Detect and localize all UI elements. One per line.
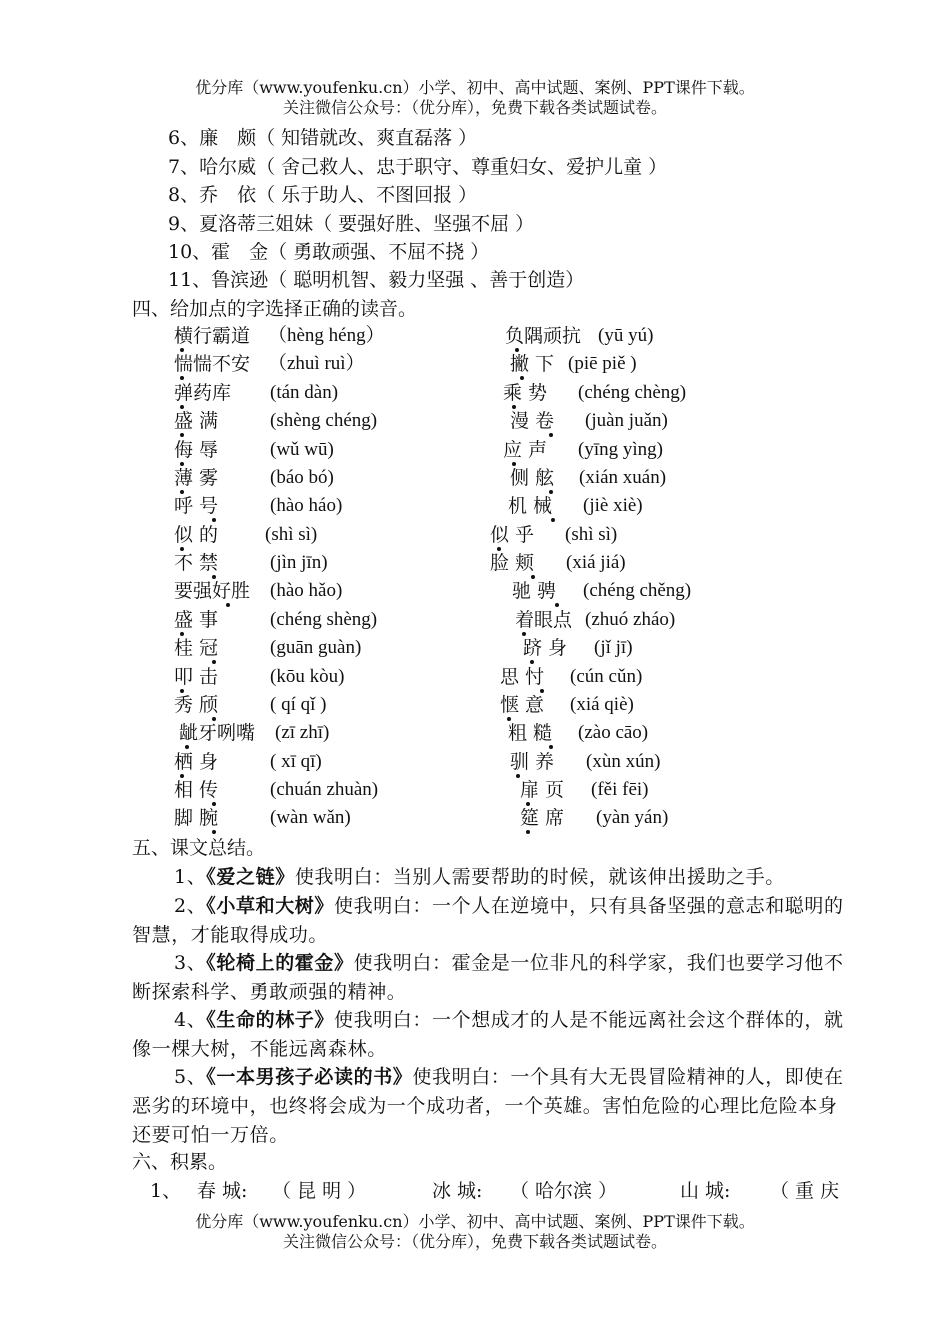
emphasis-dot (515, 348, 519, 352)
character-item: 8、乔 依（ 乐于助人、不图回报 ） (168, 184, 478, 206)
emphasis-dot (180, 462, 184, 466)
pron-word-right: 负隅顽抗 (505, 325, 582, 347)
emphasis-dot (185, 745, 189, 749)
accumulation-num: 1、 (150, 1180, 182, 1202)
pron-word-right: 机 械 (508, 495, 553, 517)
pron-pinyin-right: (xiá qiè) (570, 694, 634, 715)
summary-item (132, 1063, 852, 1150)
pron-word-left: 横行霸道 (174, 325, 251, 347)
emphasis-dot (180, 774, 184, 778)
pron-word-right: 扉 页 (520, 779, 565, 801)
pron-pinyin-left: (shì sì) (265, 524, 318, 545)
pron-pinyin-right: (piē piě ) (568, 353, 637, 374)
pron-pinyin-right: (xiá jiá) (566, 552, 626, 573)
summary-num: 5、 (174, 1066, 207, 1088)
pron-word-right: 侧 舷 (510, 467, 555, 489)
character-item: 11、鲁滨逊（ 聪明机智、毅力坚强 、善于创造） (168, 269, 585, 291)
pron-pinyin-left: (kōu kòu) (270, 666, 345, 687)
pron-word-left: 不 禁 (174, 552, 219, 574)
emphasis-dot (530, 660, 534, 664)
summary-text: 使我明白：一个人在逆境中，只有具备坚强的意志和聪明的智慧，才能取得成功。 (132, 895, 844, 946)
pron-word-left: 呼 号 (174, 495, 219, 517)
pron-pinyin-left: (guān guàn) (270, 637, 362, 658)
pron-pinyin-left: （zhuì ruì） (268, 353, 365, 374)
character-item: 10、霍 金（ 勇敢顽强、不屈不挠 ） (168, 241, 490, 263)
pron-word-left: 龇牙咧嘴 (179, 722, 256, 744)
pron-word-left: 秀 颀 (174, 694, 219, 716)
city-label: 春 城: (197, 1180, 248, 1202)
pron-pinyin-right: (yīng yìng) (578, 439, 663, 460)
pron-word-left: 似 的 (174, 524, 219, 546)
pron-pinyin-left: (zī zhī) (275, 722, 330, 743)
city-label: 山 城: (680, 1180, 731, 1202)
pron-pinyin-left: (tán dàn) (270, 382, 339, 403)
pron-pinyin-right: (jǐ jī) (594, 637, 633, 658)
pron-pinyin-left: (chuán zhuàn) (270, 779, 379, 800)
pron-word-right: 粗 糙 (508, 722, 553, 744)
emphasis-dot (212, 518, 216, 522)
summary-book-title: 《生命的林子》 (206, 1009, 334, 1031)
pron-word-right: 漫 卷 (510, 410, 555, 432)
pron-word-left: 相 传 (174, 779, 219, 801)
emphasis-dot (212, 802, 216, 806)
pron-word-right: 筵 席 (520, 807, 565, 829)
footer-line-2: 关注微信公众号：（优分库），免费下载各类试题试卷。 (282, 1232, 667, 1251)
city-label: 冰 城: (432, 1180, 483, 1202)
emphasis-dot (212, 830, 216, 834)
pron-pinyin-right: (jiè xiè) (583, 495, 643, 516)
pron-word-right: 跻 身 (523, 637, 568, 659)
summary-num: 2、 (174, 895, 207, 917)
pron-word-left: 要强好胜 (174, 580, 251, 602)
emphasis-dot (497, 547, 501, 551)
pron-word-left: 桂 冠 (174, 637, 219, 659)
pron-pinyin-right: (xùn xún) (586, 751, 661, 772)
section-5-title: 五、课文总结。 (132, 837, 266, 859)
emphasis-dot (555, 603, 559, 607)
pron-pinyin-right: (chéng chěng) (583, 580, 692, 601)
pron-pinyin-left: (hào hǎo) (270, 580, 343, 601)
pron-pinyin-right: (xián xuán) (579, 467, 667, 488)
emphasis-dot (512, 405, 516, 409)
summary-book-title: 《小草和大树》 (206, 895, 334, 917)
emphasis-dot (520, 376, 524, 380)
pron-word-left: 叩 击 (174, 666, 219, 688)
pron-pinyin-left: (shèng chéng) (270, 410, 378, 431)
summary-text: 使我明白：一个具有大无畏冒险精神的人，即使在恶劣的环境中，也终将会成为一个成功者，一个英雄。害怕危险的心理比危险本身还要可怕一万倍。 (132, 1066, 844, 1146)
summary-text: 使我明白：当别人需要帮助的时候，就该伸出援助之手。 (294, 866, 785, 888)
pron-pinyin-left: (wǔ wū) (270, 439, 334, 460)
character-item: 9、夏洛蒂三姐妹（ 要强好胜、坚强不屈 ） (168, 213, 535, 235)
emphasis-dot (180, 632, 184, 636)
summary-item (132, 949, 852, 1007)
summary-text: 使我明白：霍金是一位非凡的科学家，我们也要学习他不断探索科学、勇敢顽强的精神。 (132, 952, 844, 1003)
emphasis-dot (180, 689, 184, 693)
pron-pinyin-left: (báo bó) (270, 467, 334, 488)
page-footer (0, 1212, 950, 1252)
pron-pinyin-right: (shì sì) (565, 524, 618, 545)
emphasis-dot (180, 376, 184, 380)
pron-pinyin-left: (hào háo) (270, 495, 343, 516)
pron-word-right: 似 乎 (490, 524, 535, 546)
pron-word-left: 盛 事 (174, 609, 219, 631)
summary-book-title: 《一本男孩子必读的书》 (206, 1066, 413, 1088)
emphasis-dot (507, 717, 511, 721)
character-item: 7、哈尔威（ 舍己救人、忠于职守、尊重妇女、爱护儿童 ） (168, 156, 668, 178)
emphasis-dot (526, 830, 530, 834)
emphasis-dot (212, 717, 216, 721)
pron-word-right: 惬 意 (500, 694, 545, 716)
pron-word-right: 脸 颊 (490, 552, 535, 574)
city-value: （ 昆 明 ） (272, 1180, 367, 1202)
footer-line-1: 优分库（www.youfenku.cn）小学、初中、高中试题、案例、PPT课件下载。 (195, 1212, 755, 1231)
pron-pinyin-right: (yàn yán) (596, 807, 669, 828)
emphasis-dot (522, 632, 526, 636)
pron-pinyin-left: (jìn jīn) (270, 552, 328, 573)
pron-pinyin-right: (zhuó zháo) (585, 609, 676, 630)
emphasis-dot (549, 745, 553, 749)
pron-pinyin-left: (wàn wǎn) (270, 807, 351, 828)
pron-pinyin-right: (cún cǔn) (570, 666, 643, 687)
summary-item (132, 1006, 852, 1064)
summary-book-title: 《轮椅上的霍金》 (206, 952, 354, 974)
emphasis-dot (551, 518, 555, 522)
pron-word-right: 驰 骋 (512, 580, 557, 602)
summary-item (132, 892, 852, 950)
summary-book-title: 《爱之链》 (206, 866, 295, 888)
pron-word-left: 脚 腕 (174, 807, 219, 829)
emphasis-dot (212, 660, 216, 664)
emphasis-dot (540, 689, 544, 693)
emphasis-dot (512, 462, 516, 466)
pron-word-left: 薄 雾 (174, 467, 219, 489)
pron-pinyin-right: (chéng chèng) (578, 382, 687, 403)
emphasis-dot (180, 433, 184, 437)
city-value: （ 重 庆 (770, 1180, 840, 1202)
emphasis-dot (226, 603, 230, 607)
emphasis-dot (531, 575, 535, 579)
city-value: （ 哈尔滨 ） (510, 1180, 618, 1202)
character-item: 6、廉 颇（ 知错就改、爽直磊落 ） (168, 127, 478, 149)
emphasis-dot (180, 490, 184, 494)
pron-pinyin-left: （hèng héng） (268, 325, 385, 346)
pron-word-right: 撇 下 (510, 353, 555, 375)
emphasis-dot (180, 547, 184, 551)
pron-word-left: 惴惴不安 (174, 353, 251, 375)
emphasis-dot (526, 802, 530, 806)
page-header (0, 78, 950, 118)
pron-pinyin-left: ( qí qǐ ) (270, 694, 327, 715)
pron-pinyin-left: ( xī qī) (270, 751, 322, 772)
pron-pinyin-left: (chéng shèng) (270, 609, 378, 630)
pron-word-left: 栖 身 (174, 751, 219, 773)
emphasis-dot (516, 774, 520, 778)
pron-pinyin-right: (fěi fēi) (591, 779, 649, 800)
header-line-1: 优分库（www.youfenku.cn）小学、初中、高中试题、案例、PPT课件下载。 (195, 78, 755, 97)
pron-pinyin-right: (juàn juǎn) (585, 410, 668, 431)
pron-word-left: 弹药库 (174, 382, 232, 404)
emphasis-dot (180, 348, 184, 352)
pron-word-right: 应 声 (503, 439, 548, 461)
summary-text: 使我明白：一个想成才的人是不能远离社会这个群体的，就像一棵大树，不能远离森林。 (132, 1009, 844, 1060)
pron-word-left: 侮 辱 (174, 439, 219, 461)
summary-num: 1、 (174, 866, 207, 888)
pron-word-right: 着眼点 (515, 609, 573, 631)
section-6-title: 六、积累。 (132, 1151, 228, 1173)
summary-item (132, 863, 852, 892)
pron-word-right: 驯 养 (510, 751, 555, 773)
pron-pinyin-right: (yū yú) (598, 325, 654, 346)
emphasis-dot (549, 490, 553, 494)
pron-word-right: 思 忖 (500, 666, 545, 688)
emphasis-dot (212, 575, 216, 579)
summary-num: 3、 (174, 952, 207, 974)
emphasis-dot (549, 433, 553, 437)
emphasis-dot (180, 405, 184, 409)
pron-word-left: 盛 满 (174, 410, 219, 432)
summary-num: 4、 (174, 1009, 207, 1031)
section-4-title: 四、给加点的字选择正确的读音。 (132, 298, 418, 320)
pron-word-right: 乘 势 (503, 382, 548, 404)
header-line-2: 关注微信公众号：（优分库），免费下载各类试题试卷。 (282, 98, 667, 117)
pron-pinyin-right: (zào cāo) (578, 722, 649, 743)
